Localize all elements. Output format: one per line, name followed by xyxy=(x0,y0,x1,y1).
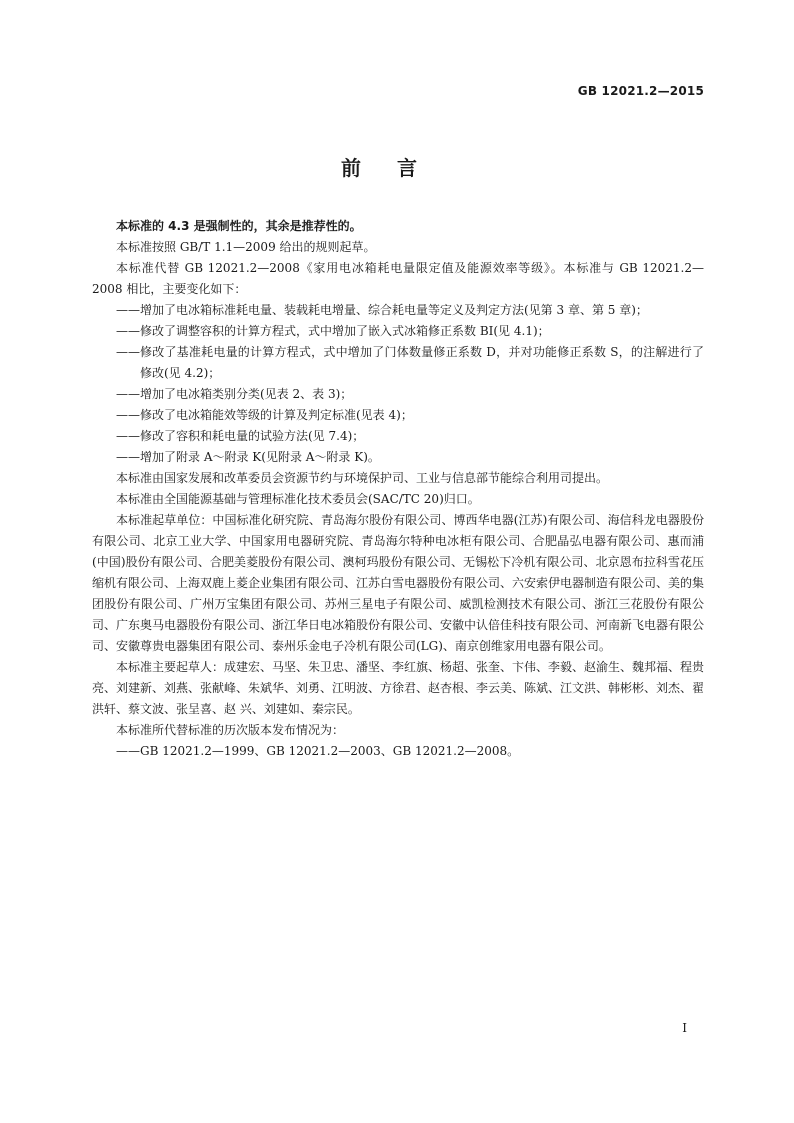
page-title: 前言 xyxy=(341,156,453,180)
change-text: 修改了调整容积的计算方程式，式中增加了嵌入式冰箱修正系数 BI(见 4.1)； xyxy=(140,324,550,338)
dash-mark: —— xyxy=(116,303,140,317)
paragraph-proposer: 本标准由国家发展和改革委员会资源节约与环境保护司、工业与信息部节能综合利用司提出。 xyxy=(116,471,609,485)
change-item xyxy=(92,447,704,468)
page-number: I xyxy=(682,1021,687,1035)
change-text: 增加了附录 A～附录 K(见附录 A～附录 K)。 xyxy=(140,450,380,464)
history-item xyxy=(92,741,704,762)
change-item xyxy=(92,426,704,447)
change-item xyxy=(92,300,704,321)
change-item xyxy=(92,405,704,426)
change-item xyxy=(92,384,704,405)
paragraph-drafting-units: 本标准起草单位：中国标准化研究院、青岛海尔股份有限公司、博西华电器(江苏)有限公司、海信科龙电器股份有限公司、北京工业大学、中国家用电器研究院、青岛海尔特种电冰柜有限公司、合肥晶弘电器有限公司、惠而浦(中国)股份有限公司、合肥美菱股份有限公司、澳柯玛股份有限公司、无锡松下冷机有限公司、北京恩布拉科雪花压缩机有限公司、上海双鹿上菱企业集团有限公司、江苏白雪电器股份有限公司、六安索伊电器制造有限公司、美的集团股份有限公司、广州万宝集团有限公司、苏州三星电子有限公司、威凯检测技术有限公司、浙江三花股份有限公司、广东奥马电器股份有限公司、浙江华日电冰箱股份有限公司、安徽中认倍佳科技有限公司、河南新飞电器有限公司、安徽尊贵电器集团有限公司、泰州乐金电子冷机有限公司(LG)、南京创维家用电器有限公司。 xyxy=(92,513,705,653)
paragraph-replaces: 本标准代替 GB 12021.2—2008《家用电冰箱耗电量限定值及能源效率等级》。本标准与 GB 12021.2—2008 相比，主要变化如下： xyxy=(92,261,704,296)
paragraph-drafting-rules: 本标准按照 GB/T 1.1—2009 给出的规则起草。 xyxy=(116,240,376,254)
paragraph-history-intro: 本标准所代替标准的历次版本发布情况为： xyxy=(116,723,345,737)
dash-mark: —— xyxy=(116,744,140,758)
history-text: GB 12021.2—1999、GB 12021.2—2003、GB 12021.2—2008。 xyxy=(140,744,520,758)
dash-mark: —— xyxy=(116,345,140,359)
paragraph-mandatory-clause: 本标准的 4.3 是强制性的，其余是推荐性的。 xyxy=(116,219,362,233)
change-text: 增加了电冰箱类别分类(见表 2、表 3)； xyxy=(140,387,353,401)
change-text: 修改了电冰箱能效等级的计算及判定标准(见表 4)； xyxy=(140,408,413,422)
dash-mark: —— xyxy=(116,387,140,401)
paragraph-drafters: 本标准主要起草人：成建宏、马坚、朱卫忠、潘坚、李红旗、杨超、张奎、卞伟、李毅、赵渝生、魏邦福、程贵亮、刘建新、刘燕、张献峰、朱斌华、刘勇、江明波、方徐君、赵杏根、李云美、陈斌、江文洪、韩彬彬、刘杰、翟洪轩、蔡文波、张呈喜、赵 兴、刘建如、秦宗民。 xyxy=(92,660,705,716)
change-text: 修改了容积和耗电量的试验方法(见 7.4)； xyxy=(140,429,365,443)
dash-mark: —— xyxy=(116,429,140,443)
change-item xyxy=(92,342,704,384)
paragraph-committee: 本标准由全国能源基础与管理标准化技术委员会(SAC/TC 20)归口。 xyxy=(116,492,480,506)
change-item xyxy=(92,321,704,342)
change-text: 增加了电冰箱标准耗电量、装载耗电增量、综合耗电量等定义及判定方法(见第 3 章、第 5 章)； xyxy=(140,303,648,317)
dash-mark: —— xyxy=(116,324,140,338)
dash-mark: —— xyxy=(116,450,140,464)
change-text: 修改了基准耗电量的计算方程式，式中增加了门体数量修正系数 D，并对功能修正系数 S，的注解进行了修改(见 4.2)； xyxy=(140,345,704,380)
standard-number: GB 12021.2—2015 xyxy=(577,84,704,98)
dash-mark: —— xyxy=(116,408,140,422)
document-body xyxy=(92,216,704,762)
